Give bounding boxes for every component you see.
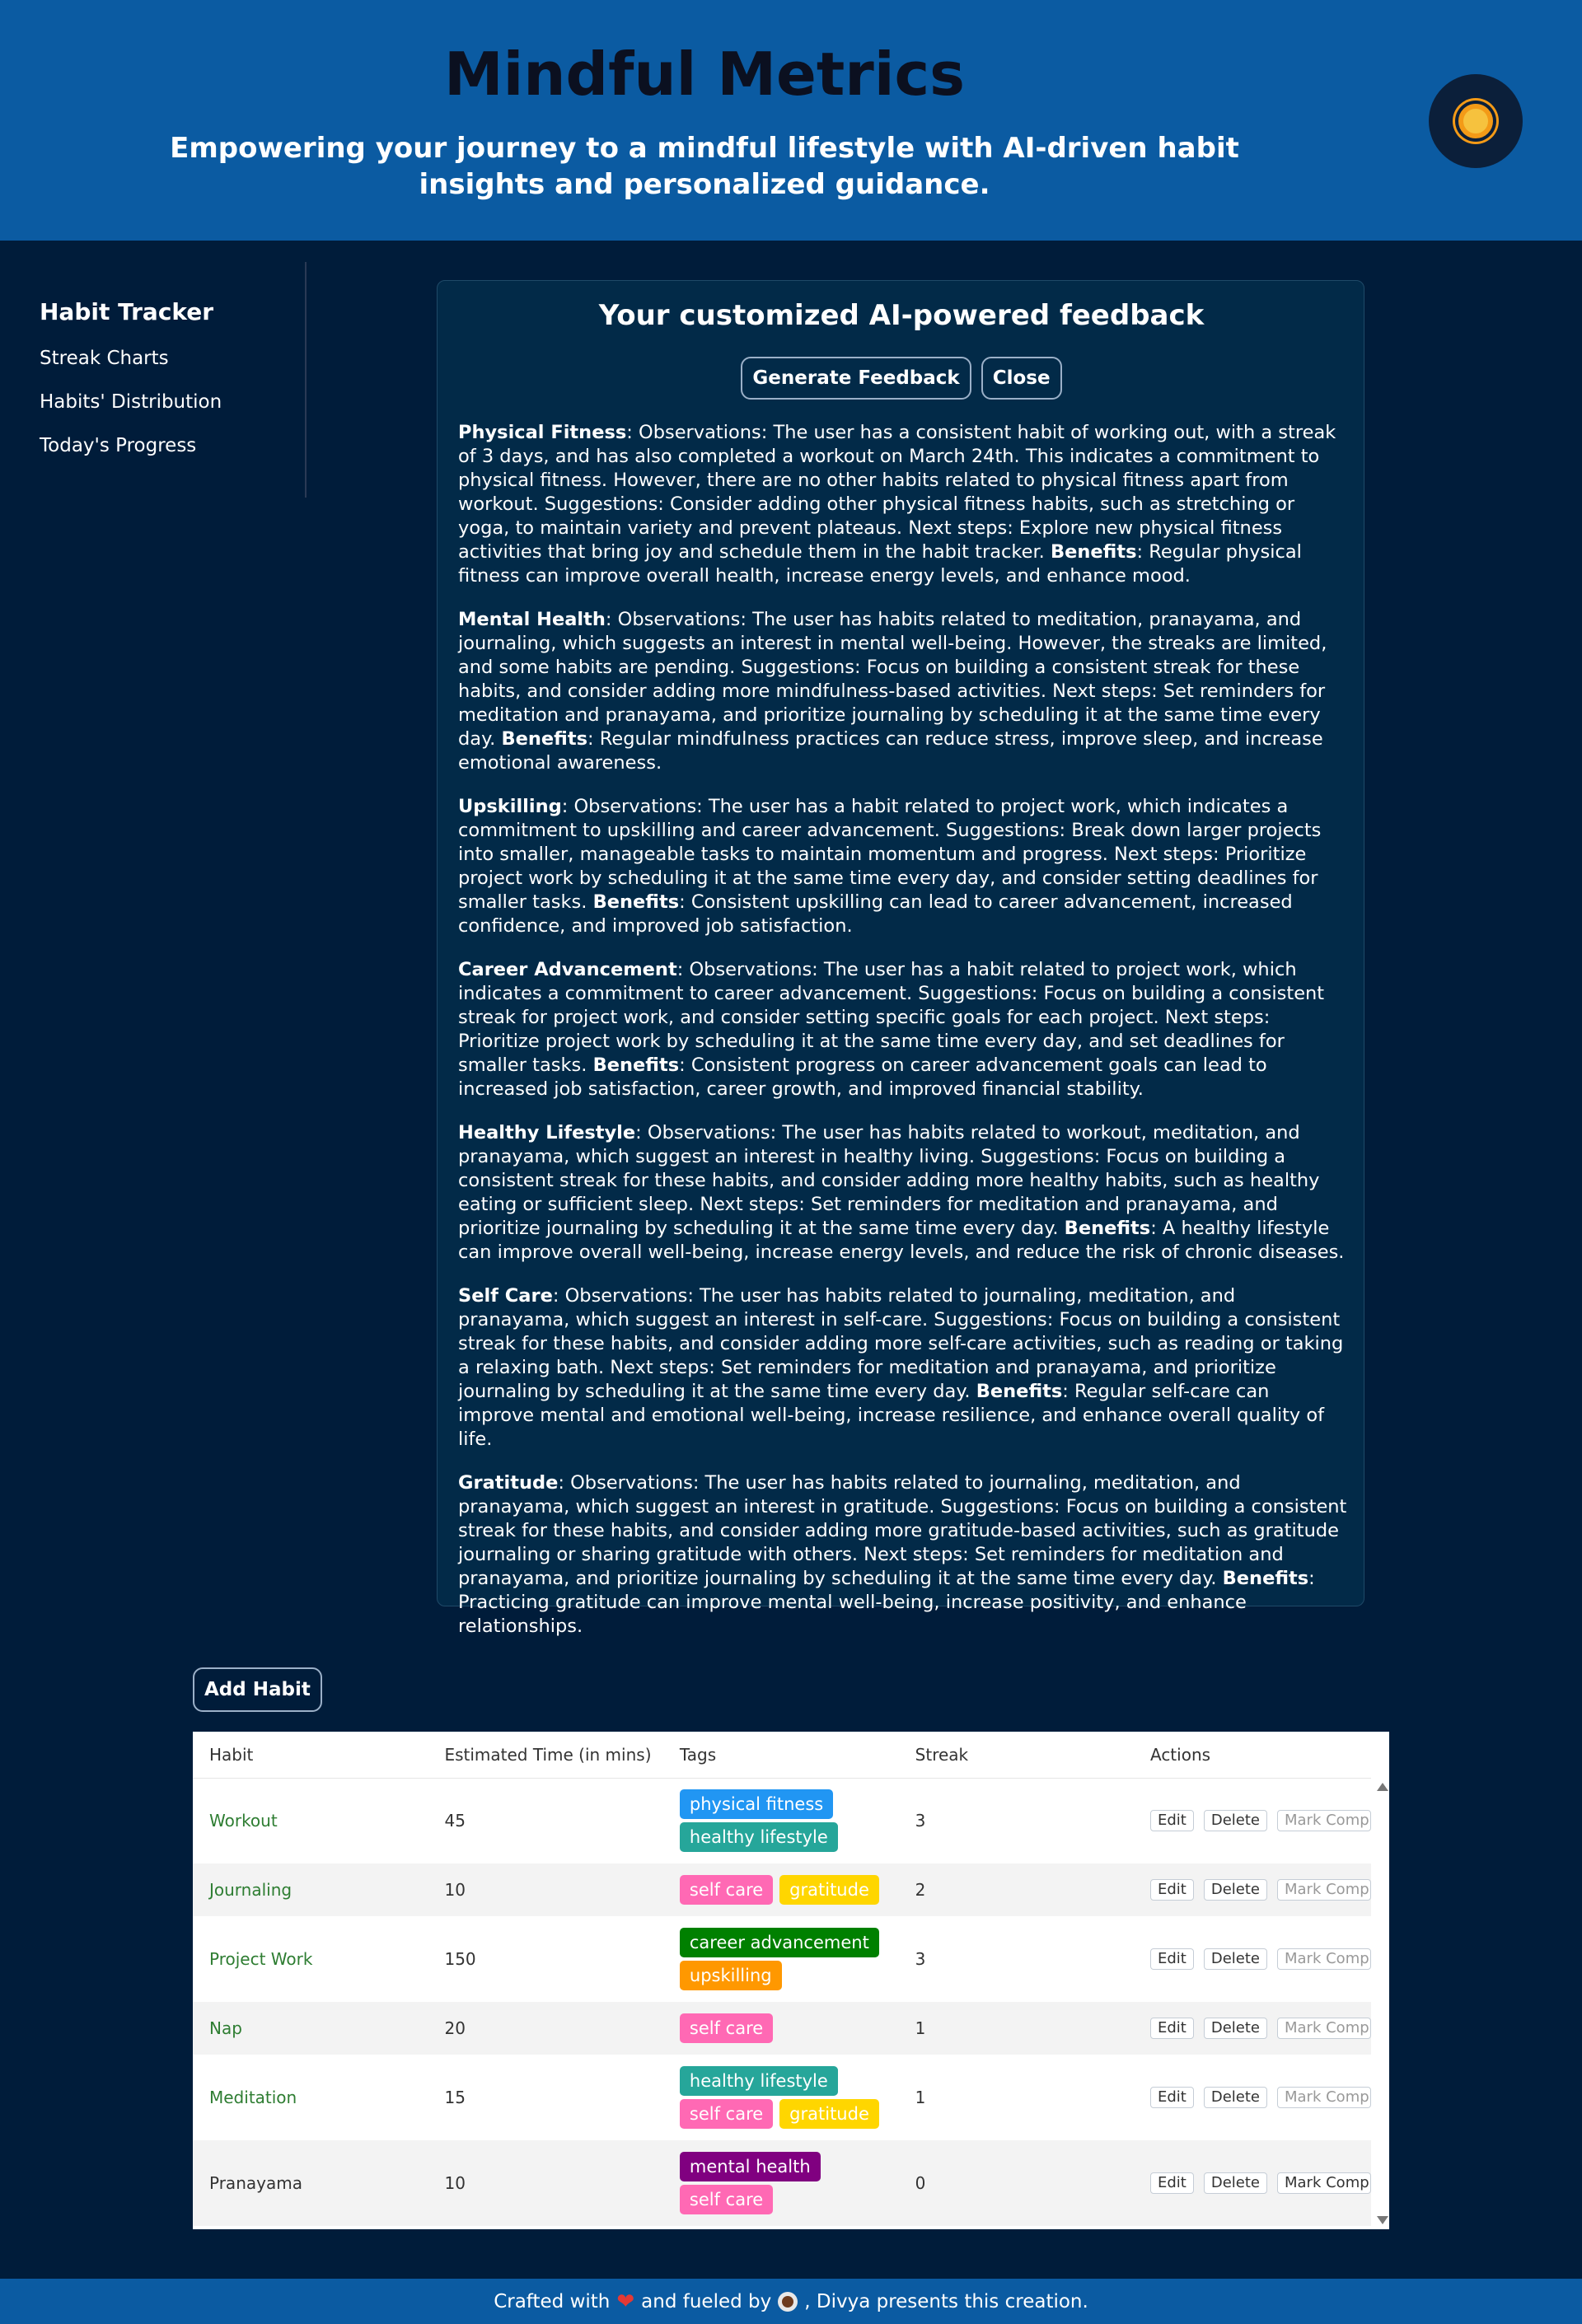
tags-cell — [663, 2055, 899, 2140]
tag-badge: mental health — [680, 2152, 821, 2181]
feedback-section — [458, 421, 1348, 588]
sun-icon — [1458, 104, 1493, 138]
delete-button[interactable]: Delete — [1204, 1948, 1267, 1970]
actions-cell — [1134, 2140, 1371, 2226]
heart-icon: ❤ — [616, 2289, 635, 2314]
feedback-section — [458, 958, 1348, 1101]
add-habit-button[interactable]: Add Habit — [193, 1667, 322, 1712]
column-header-actions: Actions — [1149, 1744, 1211, 1765]
footer — [0, 2279, 1582, 2324]
feedback-heading: Upskilling — [458, 796, 562, 817]
edit-button[interactable]: Edit — [1150, 1879, 1194, 1901]
feedback-text: : Observations: The user has a habit related to project work, which indicates a commitment to upskilling and career advancement. Suggestions: Break down larger projects into smaller, manageable tasks to maintain momentum and progress. Next steps: Prioritize project work by scheduling it at the same time every day, and consider setting deadlines for smaller tasks. — [458, 796, 1322, 913]
actions-cell — [1134, 2002, 1371, 2055]
sidebar — [0, 262, 307, 498]
feedback-text: : Observations: The user has habits related to journaling, meditation, and pranayama, which suggest an interest in self-care. Suggestions: Focus on building a consistent streak for these habits, and consider adding more self-care activities, such as reading or taking a relaxing bath. Next steps: Set reminders for meditation and pranayama, and prioritize journaling by scheduling it at the same time every day. — [458, 1285, 1344, 1402]
time-cell: 10 — [444, 2173, 466, 2193]
footer-prefix: Crafted with — [494, 2290, 611, 2312]
sidebar-title: Habit Tracker — [40, 298, 214, 325]
tag-badge: physical fitness — [680, 1789, 833, 1819]
tags-cell — [663, 1916, 899, 2002]
delete-button[interactable]: Delete — [1204, 2018, 1267, 2039]
feedback-benefits-label: Benefits — [592, 1054, 680, 1076]
actions-cell — [1134, 1778, 1371, 1863]
table-row — [193, 2002, 1371, 2055]
mark-complete-button[interactable]: Mark Comp — [1277, 1810, 1371, 1831]
feedback-benefits: : A healthy lifestyle can improve overall well-being, increase energy levels, and reduce the risk of chronic diseases. — [458, 1218, 1345, 1263]
time-cell: 20 — [444, 2018, 466, 2038]
feedback-benefits: : Regular physical fitness can improve overall health, increase energy levels, and enhance mood. — [458, 541, 1302, 587]
feedback-heading: Healthy Lifestyle — [458, 1122, 636, 1143]
generate-feedback-button[interactable]: Generate Feedback — [741, 357, 971, 400]
feedback-benefits-label: Benefits — [1222, 1568, 1309, 1589]
habit-name-cell: Meditation — [209, 2088, 297, 2107]
streak-cell: 2 — [915, 1880, 926, 1900]
mark-complete-button[interactable]: Mark Comp — [1277, 2018, 1371, 2039]
feedback-benefits-label: Benefits — [1050, 541, 1137, 563]
app-title: Mindful Metrics — [443, 40, 966, 109]
streak-cell: 3 — [915, 1811, 926, 1831]
tags-cell — [663, 2002, 899, 2055]
habit-name-cell: Journaling — [209, 1880, 293, 1900]
feedback-benefits-label: Benefits — [1064, 1218, 1151, 1239]
footer-suffix: , Divya presents this creation. — [804, 2290, 1088, 2312]
feedback-benefits: : Consistent upskilling can lead to career advancement, increased confidence, and improved job satisfaction. — [458, 891, 1293, 937]
feedback-benefits: : Regular self-care can improve mental and emotional well-being, increase resilience, and enhance overall quality of life. — [458, 1381, 1325, 1450]
habit-name-cell: Nap — [209, 2018, 242, 2038]
table-row — [193, 1778, 1371, 1863]
column-header-time[interactable]: Estimated Time (in mins) — [444, 1744, 652, 1765]
feedback-section — [458, 1471, 1348, 1639]
delete-button[interactable]: Delete — [1204, 1879, 1267, 1901]
tags-cell — [663, 1778, 899, 1863]
ai-feedback-panel — [437, 280, 1364, 1637]
edit-button[interactable]: Edit — [1150, 2018, 1194, 2039]
feedback-section — [458, 1121, 1348, 1265]
time-cell: 10 — [444, 1880, 466, 1900]
actions-cell — [1134, 1916, 1371, 2002]
footer-middle: and fueled by — [641, 2290, 772, 2312]
tag-badge: self care — [680, 1875, 773, 1905]
sidebar-item-todays-progress[interactable]: Today's Progress — [40, 435, 197, 456]
table-row — [193, 2140, 1371, 2226]
feedback-title: Your customized AI-powered feedback — [598, 299, 1205, 332]
mark-complete-button[interactable]: Mark Comp — [1277, 2087, 1371, 2108]
sidebar-item-habits-distribution[interactable]: Habits' Distribution — [40, 391, 222, 413]
time-cell: 15 — [444, 2088, 466, 2107]
column-header-tags[interactable]: Tags — [679, 1744, 717, 1765]
feedback-heading: Mental Health — [458, 609, 606, 630]
feedback-section — [458, 608, 1348, 775]
habits-table — [193, 1732, 1389, 2229]
habit-name-cell: Workout — [209, 1811, 278, 1831]
streak-cell: 0 — [915, 2173, 926, 2193]
feedback-heading: Self Care — [458, 1285, 553, 1307]
delete-button[interactable]: Delete — [1204, 2087, 1267, 2108]
tag-badge: self care — [680, 2099, 773, 2129]
streak-cell: 3 — [915, 1949, 926, 1969]
tags-cell — [663, 2140, 899, 2226]
streak-cell: 1 — [915, 2018, 926, 2038]
tag-badge: gratitude — [779, 1875, 879, 1905]
tag-badge: healthy lifestyle — [680, 2066, 838, 2096]
habit-name-cell: Project Work — [209, 1949, 313, 1969]
feedback-benefits-label: Benefits — [592, 891, 680, 913]
feedback-buttons — [438, 357, 1365, 400]
feedback-text: : Observations: The user has habits related to meditation, pranayama, and journaling, which suggests an interest in mental well-being. However, the streaks are limited, and some habits are pending. Suggestions: Focus on building a consistent streak for these habits, and consider adding more mindfulness-based activities. Next steps: Set reminders for meditation and pranayama, and prioritize journaling by scheduling it at the same time every day. — [458, 609, 1327, 750]
tag-badge: self care — [680, 2185, 773, 2214]
delete-button[interactable]: Delete — [1204, 2172, 1267, 2194]
time-cell: 45 — [444, 1811, 466, 1831]
mark-complete-button[interactable]: Mark Comp — [1277, 2172, 1371, 2194]
actions-cell — [1134, 2055, 1371, 2140]
feedback-text: : Observations: The user has habits related to workout, meditation, and pranayama, which suggest an interest in healthy living. Suggestions: Focus on building a consistent streak for these habits, and consider adding more healthy habits, such as healthy eating or sufficient sleep. Next steps: Set reminders for meditation and pranayama, and prioritize journaling by scheduling it at the same time every day. — [458, 1122, 1320, 1239]
coffee-icon — [778, 2292, 798, 2312]
table-scrollbar[interactable] — [1374, 1778, 1389, 2229]
feedback-text: : Observations: The user has a consistent habit of working out, with a streak of 3 days, and has also completed a workout on March 24th. This indicates a commitment to physical fitness. However, there are no other habits related to physical fitness apart from workout. Suggestions: Consider adding other physical fitness habits, such as stretching or yoga, to maintain variety and prevent plateaus. Next steps: Explore new physical fitness activities that bring joy and schedule them in the habit tracker. — [458, 422, 1336, 563]
app-tagline: Empowering your journey to a mindful lifestyle with AI-driven habit insights and personalized guidance. — [170, 132, 1239, 201]
scroll-down-icon[interactable] — [1377, 2216, 1388, 2224]
tags-cell — [663, 1863, 899, 1916]
streak-cell: 1 — [915, 2088, 926, 2107]
edit-button[interactable]: Edit — [1150, 1948, 1194, 1970]
feedback-body — [458, 421, 1348, 1658]
tag-badge: upskilling — [680, 1961, 782, 1990]
edit-button[interactable]: Edit — [1150, 2172, 1194, 2194]
feedback-benefits: : Consistent progress on career advancement goals can lead to increased job satisfaction, career growth, and improved financial stability. — [458, 1054, 1267, 1100]
column-header-habit[interactable]: Habit — [209, 1744, 254, 1765]
tag-badge: gratitude — [779, 2099, 879, 2129]
feedback-heading: Physical Fitness — [458, 422, 627, 443]
actions-cell — [1134, 1863, 1371, 1916]
close-feedback-button[interactable]: Close — [981, 357, 1062, 400]
table-header-row — [193, 1732, 1371, 1778]
mark-complete-button[interactable]: Mark Comp — [1277, 1879, 1371, 1901]
table-body — [193, 1778, 1371, 2226]
feedback-section — [458, 1284, 1348, 1452]
habit-name-cell: Pranayama — [209, 2173, 302, 2193]
table-row — [193, 2055, 1371, 2140]
feedback-heading: Gratitude — [458, 1472, 559, 1494]
delete-button[interactable]: Delete — [1204, 1810, 1267, 1831]
feedback-text: : Observations: The user has a habit related to project work, which indicates a commitment to career advancement. Suggestions: Focus on building a consistent streak for project work, and consider setting specific goals for each project. Next steps: Prioritize project work by scheduling it at the same time every day, and set deadlines for smaller tasks. — [458, 959, 1325, 1076]
column-header-streak[interactable]: Streak — [915, 1744, 969, 1765]
feedback-benefits-label: Benefits — [976, 1381, 1063, 1402]
feedback-benefits-label: Benefits — [501, 728, 587, 750]
theme-toggle-button[interactable] — [1429, 74, 1523, 168]
feedback-heading: Career Advancement — [458, 959, 677, 980]
sidebar-item-streak-charts[interactable]: Streak Charts — [40, 348, 169, 369]
tag-badge: healthy lifestyle — [680, 1822, 838, 1852]
time-cell: 150 — [444, 1949, 476, 1969]
table-row — [193, 1916, 1371, 2002]
feedback-section — [458, 795, 1348, 938]
tag-badge: career advancement — [680, 1928, 879, 1957]
tag-badge: self care — [680, 2013, 773, 2043]
edit-button[interactable]: Edit — [1150, 2087, 1194, 2108]
edit-button[interactable]: Edit — [1150, 1810, 1194, 1831]
mark-complete-button[interactable]: Mark Comp — [1277, 1948, 1371, 1970]
table-row — [193, 1863, 1371, 1916]
feedback-text: : Observations: The user has habits related to journaling, meditation, and pranayama, which suggest an interest in gratitude. Suggestions: Focus on building a consistent streak for these habits, and consider adding more gratitude-based activities, such as gratitude journaling or sharing gratitude with others. Next steps: Set reminders for meditation and pranayama, and prioritize journaling by scheduling it at the same time every day. — [458, 1472, 1347, 1589]
app-header — [0, 0, 1582, 241]
scroll-up-icon[interactable] — [1377, 1783, 1388, 1791]
feedback-benefits: : Practicing gratitude can improve mental well-being, increase positivity, and enhance relationships. — [458, 1568, 1315, 1637]
feedback-benefits: : Regular mindfulness practices can reduce stress, improve sleep, and increase emotional awareness. — [458, 728, 1323, 774]
